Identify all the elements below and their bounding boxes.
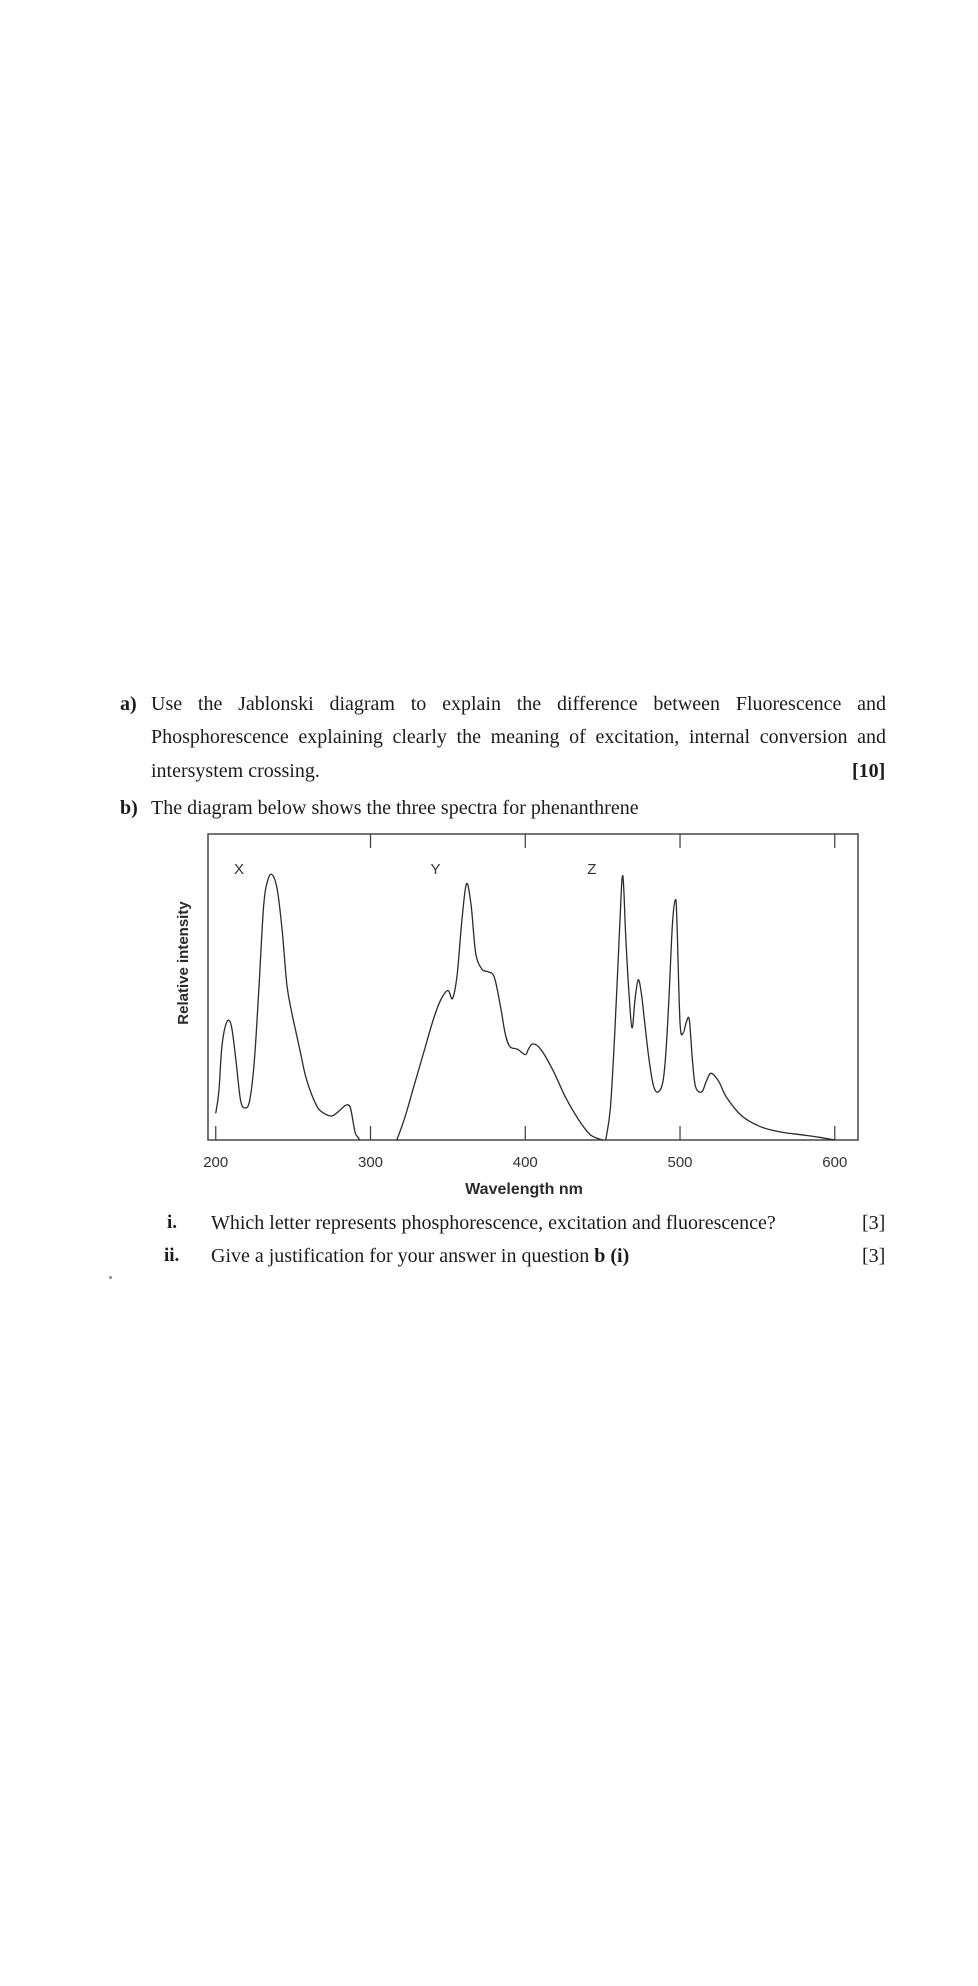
bottom-tick-group bbox=[216, 1126, 835, 1140]
series-group bbox=[216, 874, 835, 1140]
subquestion-ii-label: ii. bbox=[164, 1245, 180, 1266]
subquestion-ii-text-main: Give a justification for your answer in question bbox=[211, 1245, 595, 1267]
question-a-marks: [10] bbox=[852, 760, 886, 782]
spectrum-curve-x bbox=[216, 874, 360, 1140]
x-tick-label-300: 300 bbox=[357, 1154, 384, 1171]
plot-frame bbox=[208, 834, 858, 1140]
question-b-label: b) bbox=[120, 797, 138, 819]
question-a-line-3: intersystem crossing. bbox=[151, 760, 320, 782]
question-a-line-2: Phosphorescence explaining clearly the meaning of excitation, internal conversion and bbox=[151, 726, 886, 748]
x-tick-label-200: 200 bbox=[203, 1154, 229, 1171]
spectrum-curve-y bbox=[397, 883, 603, 1140]
question-b-text: The diagram below shows the three spectra for phenanthrene bbox=[151, 797, 639, 819]
spectrum-curve-z bbox=[606, 876, 835, 1140]
question-a-label: a) bbox=[120, 693, 137, 715]
peak-label-x: X bbox=[233, 861, 244, 878]
peak-label-y: Y bbox=[430, 861, 441, 878]
x-tick-label-group bbox=[203, 1154, 847, 1171]
y-axis-label: Relative intensity bbox=[175, 901, 192, 1025]
subquestion-i-label: i. bbox=[167, 1212, 178, 1233]
x-tick-label-500: 500 bbox=[667, 1154, 693, 1171]
x-axis-label: Wavelength nm bbox=[465, 1181, 583, 1198]
peak-label-group bbox=[234, 861, 596, 878]
peak-label-z: Z bbox=[587, 861, 597, 878]
subquestion-ii-marks: [3] bbox=[862, 1245, 886, 1267]
subquestion-ii-text-ref: b (i) bbox=[594, 1245, 630, 1267]
subquestion-i-text: Which letter represents phosphorescence, excitation and fluorescence? bbox=[211, 1212, 776, 1234]
scan-speck bbox=[109, 1276, 112, 1279]
subquestion-i-marks: [3] bbox=[862, 1212, 886, 1234]
top-tick-group bbox=[371, 834, 835, 848]
x-tick-label-400: 400 bbox=[512, 1154, 538, 1171]
subquestion-ii-text bbox=[211, 1245, 629, 1268]
x-tick-label-600: 600 bbox=[822, 1154, 848, 1171]
question-a-line-1: Use the Jablonski diagram to explain the difference between Fluorescence and bbox=[151, 693, 886, 715]
